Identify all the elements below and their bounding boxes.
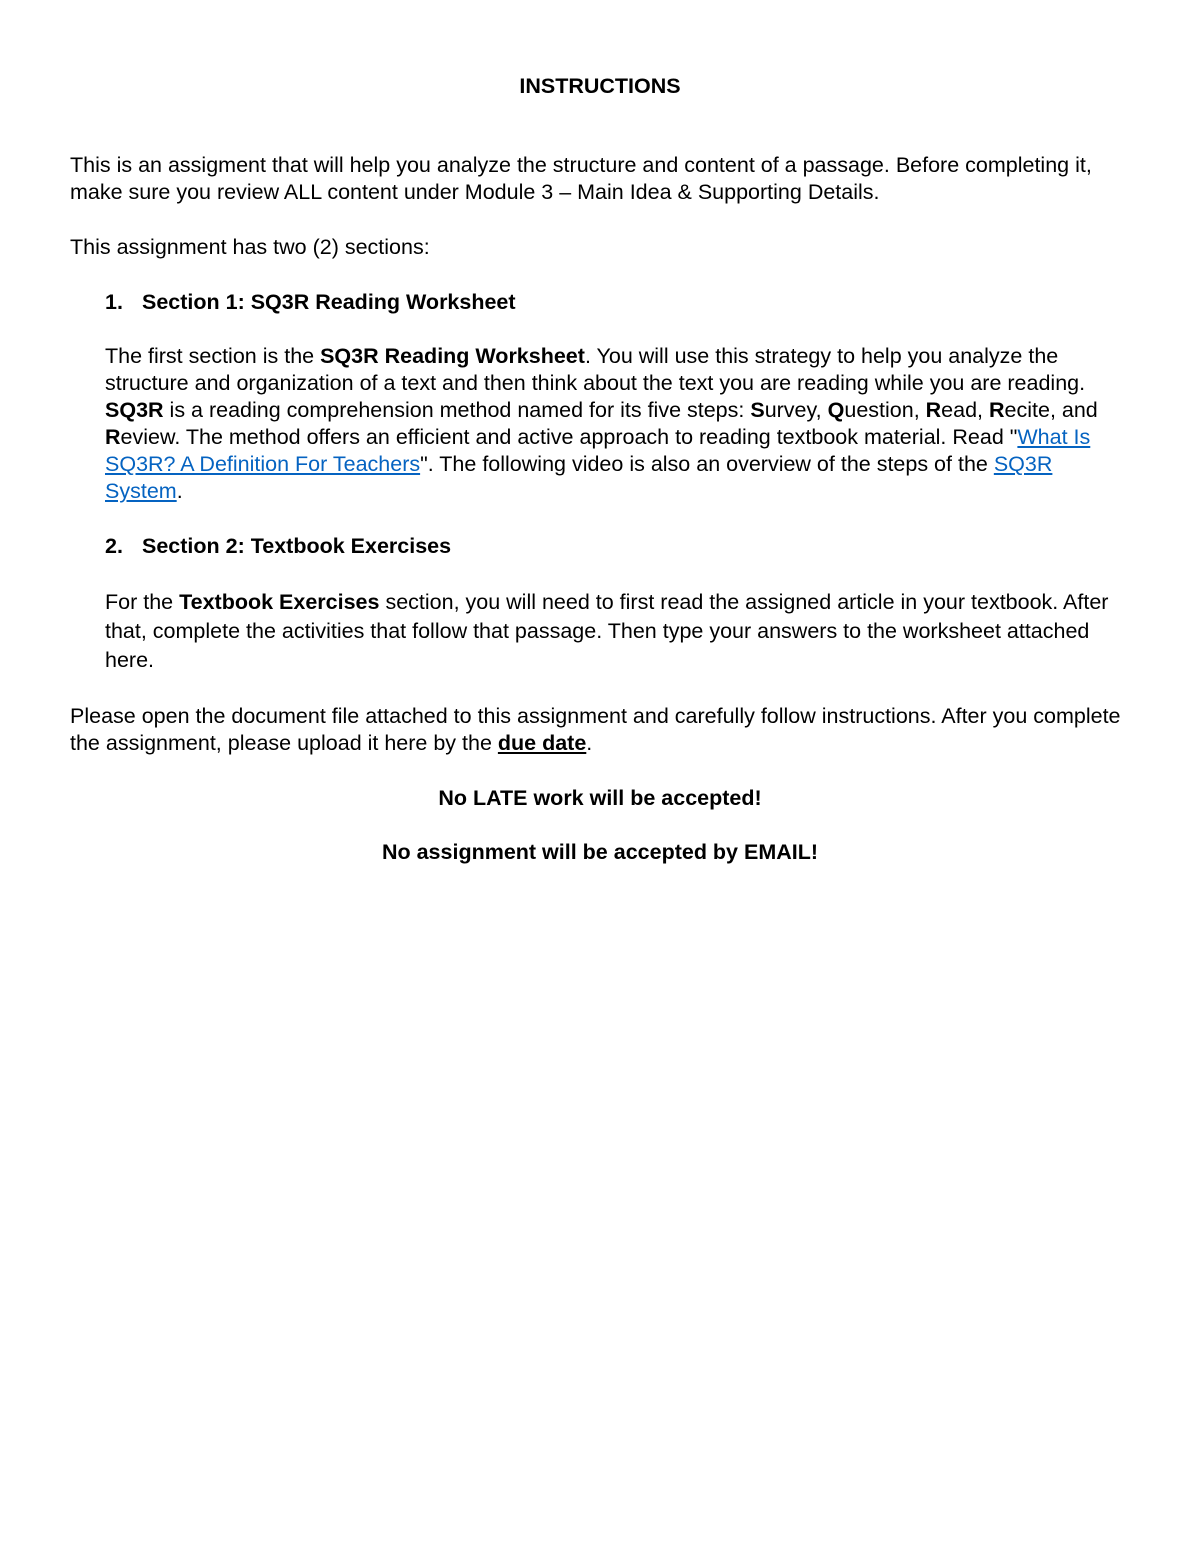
text-run: eview. The method offers an efficient and active approach to reading textbook material. Read ": [120, 425, 1018, 449]
section-1-title: Section 1: SQ3R Reading Worksheet: [142, 290, 516, 314]
step-letter-r-recite: R: [989, 398, 1005, 422]
text-run: Please open the document file attached to this assignment and carefully follow instructions. After you complete the assignment, please upload it here by the: [70, 704, 1121, 755]
closing-paragraph: [70, 703, 1130, 757]
section-2-number: 2.: [105, 534, 123, 558]
no-late-notice: No LATE work will be accepted!: [438, 786, 762, 810]
step-letter-r-review: R: [105, 425, 121, 449]
step-letter-r-read: R: [925, 398, 942, 422]
text-run: The first section is the: [105, 344, 321, 368]
sq3r-system-link[interactable]: SQ3R System: [105, 452, 1053, 503]
text-run: uestion,: [844, 398, 926, 422]
section-1-number: 1.: [105, 290, 123, 314]
text-run: .: [176, 479, 183, 503]
section-2-heading: [105, 533, 451, 560]
section-1-body: [105, 343, 1135, 505]
section-2-title: Section 2: Textbook Exercises: [142, 534, 452, 558]
text-run: section, you will need to first read the assigned article in your textbook. After that, complete the activities that follow that passage. Then type your answers to the worksheet attached here.: [105, 590, 1109, 672]
text-run: ". The following video is also an overview of the steps of the: [420, 452, 994, 476]
bold-run: Textbook Exercises: [179, 590, 380, 614]
text-run: For the: [105, 590, 180, 614]
step-letter-q: Q: [827, 398, 845, 422]
step-letter-s: S: [750, 398, 765, 422]
text-run: ead,: [941, 398, 989, 422]
text-run: . You will use this strategy to help you analyze the structure and organization of a text and then think about the text you are reading while you are reading.: [105, 344, 1086, 395]
section-2-body: [105, 588, 1135, 675]
section-1-heading: [105, 289, 516, 316]
page-title: INSTRUCTIONS: [519, 74, 681, 98]
due-date-emphasis: due date: [497, 731, 587, 755]
sections-intro: This assignment has two (2) sections:: [70, 235, 430, 259]
bold-run: SQ3R Reading Worksheet: [320, 344, 585, 368]
text-run: is a reading comprehension method named for its five steps:: [163, 398, 751, 422]
sq3r-definition-link[interactable]: What Is SQ3R? A Definition For Teachers: [105, 425, 1091, 476]
intro-paragraph: This is an assigment that will help you analyze the structure and content of a passage. Before completing it, make sure you review ALL content under Module 3 – Main Idea & Supporting Details.: [70, 153, 1092, 204]
text-run: ecite, and: [1004, 398, 1098, 422]
text-run: .: [586, 731, 593, 755]
text-run: urvey,: [764, 398, 828, 422]
bold-run: SQ3R: [105, 398, 164, 422]
no-email-notice: No assignment will be accepted by EMAIL!: [381, 840, 819, 864]
